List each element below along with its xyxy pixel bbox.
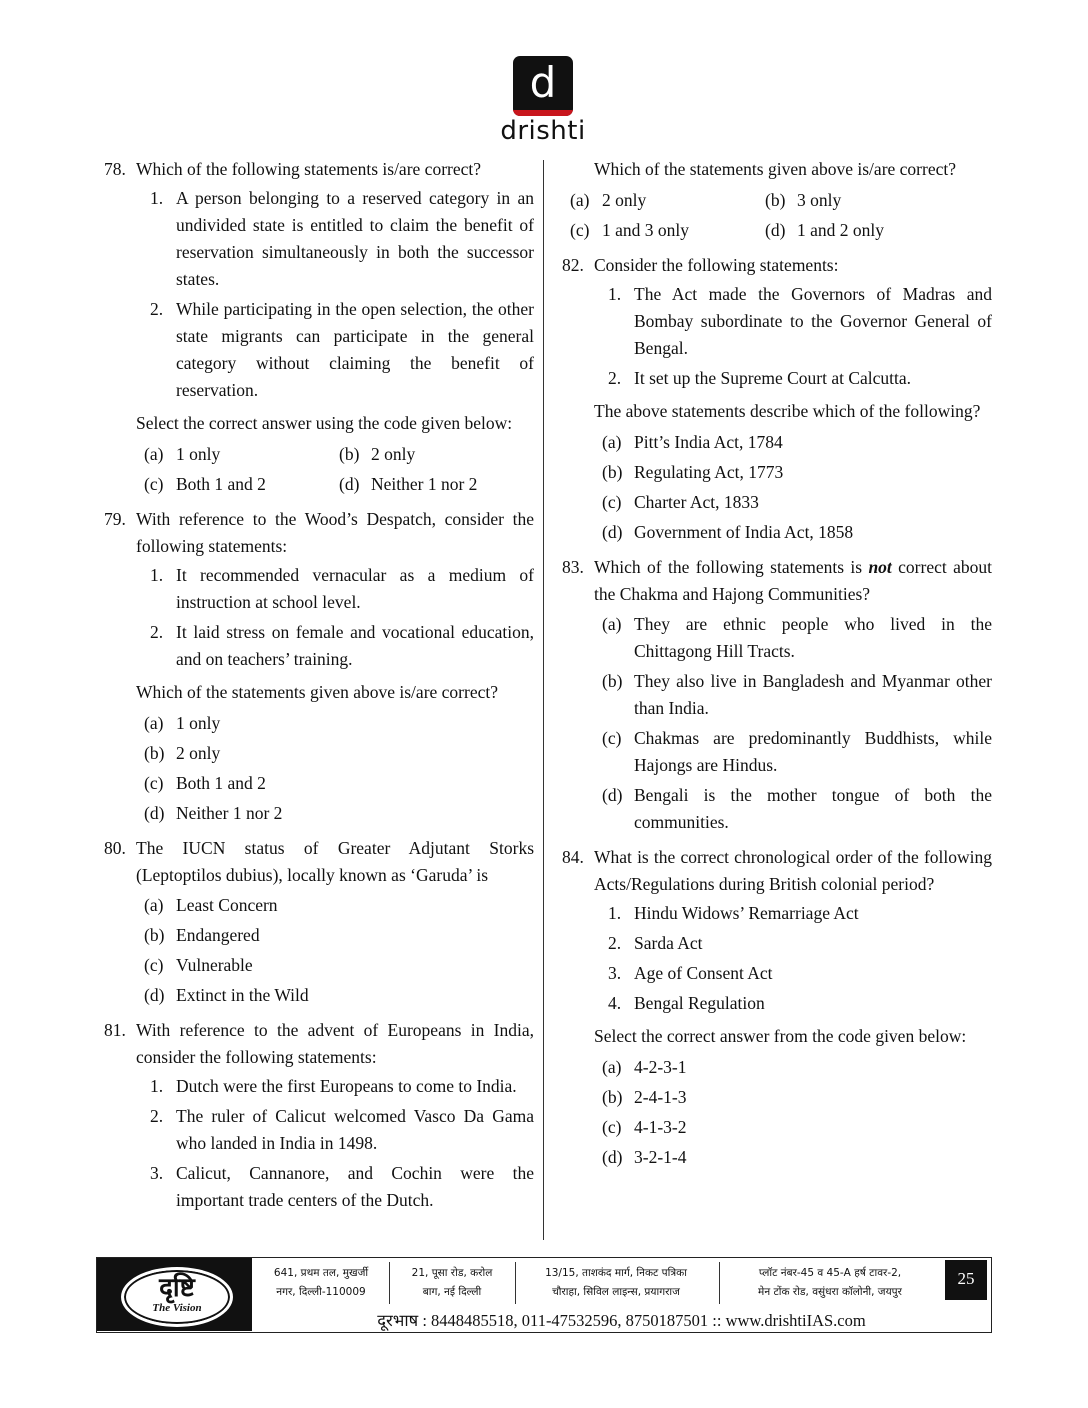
option-a: (a) They are ethnic people who lived in the Chittagong Hill Tracts. <box>602 614 992 661</box>
statement-3: 3. Calicut, Cannanore, and Cochin were the important trade centers of the Dutch. <box>150 1163 534 1210</box>
emphasis-not: not <box>868 557 892 577</box>
question-78 <box>104 156 534 498</box>
option-a: (a) 2 only <box>570 190 647 210</box>
option-c: (c) Vulnerable <box>144 955 253 975</box>
question-number: 82. <box>562 255 584 275</box>
option-row <box>136 441 534 468</box>
statement-1: 1. The Act made the Governors of Madras and Bombay subordinate to the Governor General of Bengal. <box>608 284 992 358</box>
instruction: The above statements describe which of the following? <box>594 401 981 421</box>
question-text: Consider the following statements: <box>594 255 839 275</box>
statement-1: 1. It recommended vernacular as a medium of instruction at school level. <box>150 565 534 612</box>
question-text: Which of the following statements is/are correct? <box>136 159 482 179</box>
logo-mark <box>513 56 573 116</box>
question-number: 78. <box>104 159 126 179</box>
question-text: With reference to the advent of Europeans in India, consider the following statements: <box>136 1020 534 1067</box>
option-a: (a) 4-2-3-1 <box>602 1057 687 1077</box>
column-divider <box>543 160 544 1240</box>
question-83 <box>562 554 992 836</box>
instruction: Select the correct answer using the code given below: <box>136 413 513 433</box>
question-79 <box>104 506 534 827</box>
footer-logo-text: दृष्टि <box>159 1273 195 1302</box>
option-d: (d) Neither 1 nor 2 <box>144 803 283 823</box>
option-d: (d) 1 and 2 only <box>765 220 885 240</box>
option-a: (a) 1 only <box>144 444 221 464</box>
question-text: With reference to the Wood’s Despatch, consider the following statements: <box>136 509 534 556</box>
contact-line: दूरभाष : 8448485518, 011-47532596, 8750187501 :: www.drishtiIAS.com <box>377 1311 866 1330</box>
option-b: (b) Regulating Act, 1773 <box>602 462 784 482</box>
option-b: (b) Endangered <box>144 925 260 945</box>
statement-1: 1. Dutch were the first Europeans to come to India. <box>150 1076 517 1096</box>
option-d: (d) 3-2-1-4 <box>602 1147 687 1167</box>
question-number: 83. <box>562 557 584 577</box>
question-number: 80. <box>104 838 126 858</box>
option-row <box>562 217 992 244</box>
option-c: (c) Charter Act, 1833 <box>602 492 759 512</box>
address-karol-bagh: 21, पूसा रोड, करोल बाग, नई दिल्ली <box>411 1267 493 1298</box>
option-c: (c) Chakmas are predominantly Buddhists, while Hajongs are Hindus. <box>602 728 992 775</box>
instruction: Which of the statements given above is/are correct? <box>136 682 498 702</box>
option-b: (b) 2-4-1-3 <box>602 1087 687 1107</box>
instruction: Select the correct answer from the code given below: <box>594 1026 967 1046</box>
statement-2: 2. Sarda Act <box>608 933 703 953</box>
question-81 <box>104 1017 534 1214</box>
footer-separator <box>515 1262 516 1304</box>
statement-4: 4. Bengal Regulation <box>608 993 765 1013</box>
option-a: (a) Least Concern <box>144 895 278 915</box>
footer-separator <box>719 1262 720 1304</box>
statement-2: 2. While participating in the open selection, the other state migrants can participate in the general category without claiming the benefit of reservation. <box>150 299 534 400</box>
question-number: 79. <box>104 509 126 529</box>
option-b: (b) 3 only <box>765 190 842 210</box>
footer-logo-tagline: The Vision <box>152 1302 202 1314</box>
statement-2: 2. It laid stress on female and vocational education, and on teachers’ training. <box>150 622 534 669</box>
option-b: (b) They also live in Bangladesh and Myanmar other than India. <box>602 671 992 718</box>
statement-1: 1. A person belonging to a reserved category in an undivided state is entitled to claim the benefit of reservation simultaneously in both the successor states. <box>150 188 534 289</box>
footer-logo <box>97 1258 252 1331</box>
page-number: 25 <box>945 1260 987 1300</box>
question-text: What is the correct chronological order of the following Acts/Regulations during British colonial period? <box>594 847 992 894</box>
logo-red-bar <box>513 110 573 116</box>
right-column <box>562 156 992 1179</box>
drishti-logo <box>500 56 586 146</box>
left-column <box>104 156 534 1222</box>
question-text: The IUCN status of Greater Adjutant Storks (Leptoptilos dubius), locally known as ‘Garuda’ is <box>136 838 534 885</box>
option-d: (d) Government of India Act, 1858 <box>602 522 854 542</box>
page-footer <box>96 1257 992 1333</box>
option-a: (a) 1 only <box>144 713 221 733</box>
option-c: (c) 1 and 3 only <box>570 220 690 240</box>
statement-2: 2. The ruler of Calicut welcomed Vasco Da Gama who landed in India in 1498. <box>150 1106 534 1153</box>
footer-separator <box>389 1262 390 1304</box>
option-a: (a) Pitt’s India Act, 1784 <box>602 432 783 452</box>
logo-glyph: d <box>529 58 557 107</box>
question-text: Which of the following statements is not correct about the Chakma and Hajong Communities? <box>594 557 992 604</box>
option-c: (c) 4-1-3-2 <box>602 1117 687 1137</box>
option-d: (d) Bengali is the mother tongue of both the communities. <box>602 785 992 832</box>
question-80 <box>104 835 534 1009</box>
address-prayagraj: 13/15, ताशकंद मार्ग, निकट पत्रिका चौराहा, सिविल लाइन्स, प्रयागराज <box>545 1267 687 1298</box>
question-84 <box>562 844 992 1171</box>
statement-3: 3. Age of Consent Act <box>608 963 773 983</box>
question-number: 84. <box>562 847 584 867</box>
statement-1: 1. Hindu Widows’ Remarriage Act <box>608 903 859 923</box>
statement-2: 2. It set up the Supreme Court at Calcutta. <box>608 368 912 388</box>
option-b: (b) 2 only <box>144 743 221 763</box>
option-c: (c) Both 1 and 2 <box>144 773 266 793</box>
option-row <box>562 187 992 214</box>
question-81-continued <box>562 156 992 244</box>
option-c: (c) Both 1 and 2 <box>144 474 266 494</box>
logo-wordmark: drishti <box>500 116 586 146</box>
option-row <box>136 471 534 498</box>
option-d: (d) Neither 1 nor 2 <box>339 474 478 494</box>
option-b: (b) 2 only <box>339 444 416 464</box>
footer-logo-oval <box>121 1267 233 1327</box>
question-82 <box>562 252 992 546</box>
address-jaipur: प्लॉट नंबर-45 व 45-A हर्ष टावर-2, मेन टोंक रोड, वसुंधरा कॉलोनी, जयपुर <box>758 1267 902 1298</box>
option-d: (d) Extinct in the Wild <box>144 985 309 1005</box>
question-number: 81. <box>104 1020 126 1040</box>
address-mukherjee-nagar: 641, प्रथम तल, मुखर्जी नगर, दिल्ली-110009 <box>273 1267 369 1298</box>
instruction: Which of the statements given above is/are correct? <box>594 159 956 179</box>
